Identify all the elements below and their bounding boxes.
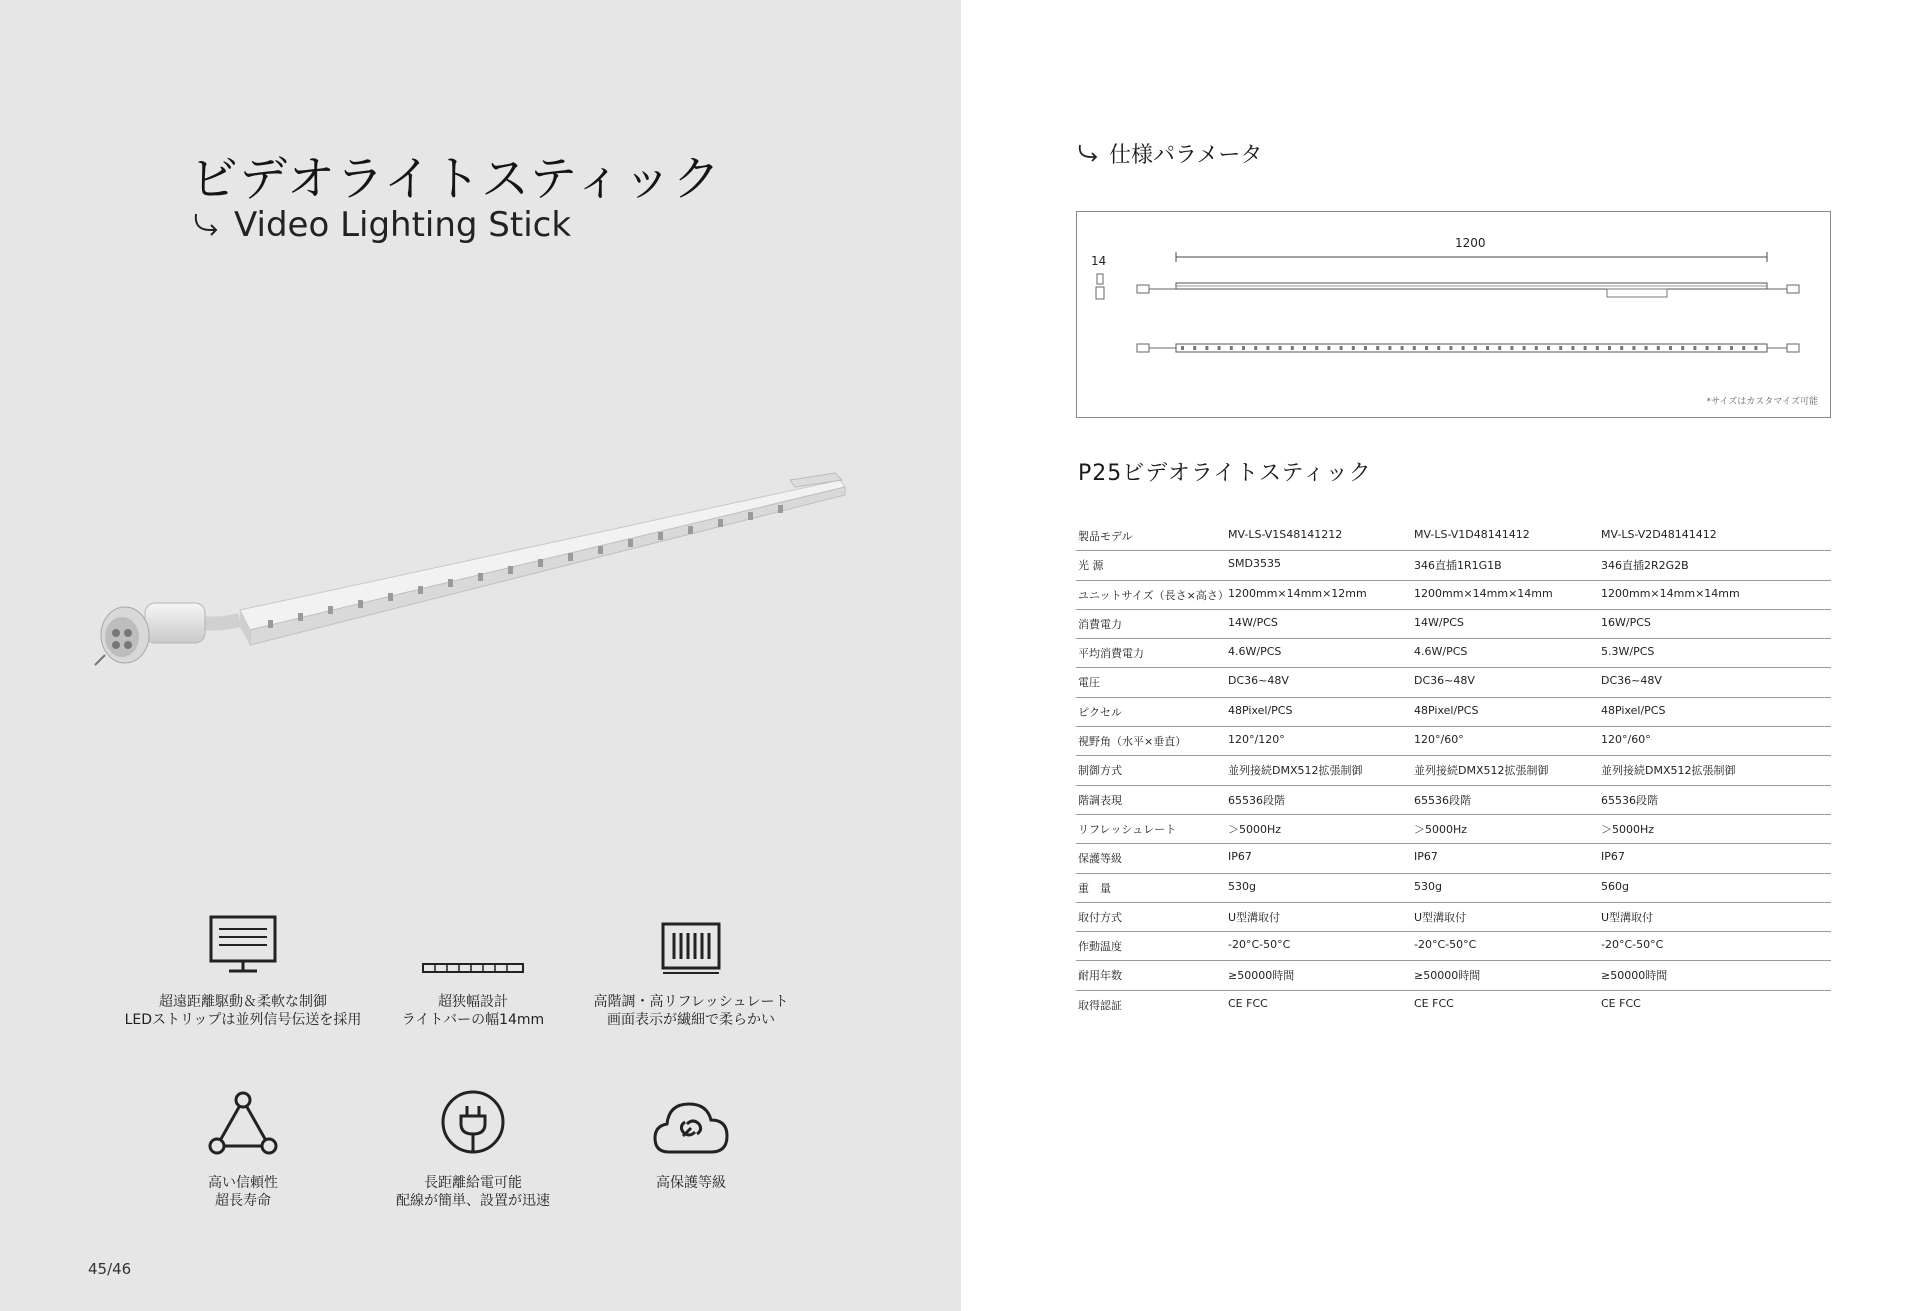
refresh-screen-icon [660, 921, 722, 975]
spec-value-cell: 65536段階 [1601, 793, 1658, 807]
table-row [1076, 581, 1831, 610]
diagram-pixel [1205, 346, 1208, 350]
feature-line2: ライトバーの幅14mm [401, 1012, 545, 1028]
spec-value-cell: ＞5000Hz [1414, 822, 1468, 836]
feature-line1: 超狭幅設計 [438, 994, 508, 1010]
spec-value-cell: 530g [1414, 879, 1442, 893]
page-number: 45/46 [88, 1260, 132, 1278]
feature-line1: 超遠距離駆動＆柔軟な制御 [159, 994, 327, 1010]
diagram-pixel [1657, 346, 1660, 350]
feature-monitor [123, 905, 363, 1029]
feature-line2: 超長寿命 [215, 1193, 271, 1209]
spec-label-cell: ピクセル [1078, 705, 1122, 719]
led-stick-product-image [90, 455, 850, 715]
diagram-pixel [1523, 346, 1526, 350]
feature-line1: 高階調・高リフレッシュレート [593, 994, 789, 1010]
table-row [1076, 991, 1831, 1020]
spec-value-cell: CE FCC [1601, 996, 1641, 1010]
spec-value-cell: 65536段階 [1228, 793, 1285, 807]
diagram-pixel [1547, 346, 1550, 350]
feature-narrow-bar [353, 905, 593, 1029]
triangle-network-icon [207, 1090, 279, 1156]
feature-line1: 高い信頼性 [208, 1175, 278, 1191]
spec-value-cell: -20°C-50°C [1601, 938, 1664, 952]
spec-label-cell: 視野角（水平×垂直） [1078, 735, 1187, 749]
spec-value-cell: CE FCC [1414, 996, 1454, 1010]
spec-value-cell: DC36~48V [1601, 674, 1662, 688]
diagram-pixel [1242, 346, 1245, 350]
table-row [1076, 522, 1831, 551]
spec-label-cell: 光 源 [1078, 559, 1104, 573]
page-subtitle-text: Video Lighting Stick [234, 205, 572, 245]
diagram-pixel [1327, 346, 1330, 350]
model-title: P25ビデオライトスティック [1078, 461, 1372, 486]
spec-value-cell: 120°/60° [1601, 733, 1651, 747]
spec-label-cell: リフレッシュレート [1078, 822, 1177, 836]
diagram-pixel [1425, 346, 1428, 350]
feature-line2: LEDストリップは並列信号伝送を採用 [124, 1012, 362, 1028]
table-row [1076, 756, 1831, 785]
spec-value-cell: 120°/60° [1414, 733, 1464, 747]
feature-protection [571, 1086, 811, 1192]
feature-power [353, 1086, 593, 1210]
spec-value-cell: -20°C-50°C [1414, 938, 1477, 952]
length-dimension-label: 1200 [1455, 236, 1486, 250]
spec-value-cell: U型溝取付 [1228, 910, 1281, 924]
diagram-pixel [1291, 346, 1294, 350]
spec-table [1076, 522, 1831, 1020]
diagram-pixel [1730, 346, 1733, 350]
diagram-pixel [1230, 346, 1233, 350]
diagram-pixel [1571, 346, 1574, 350]
spec-value-cell: ＞5000Hz [1228, 822, 1282, 836]
feature-line1: 長距離給電可能 [424, 1175, 522, 1191]
table-row [1076, 698, 1831, 727]
spec-value-cell: DC36~48V [1414, 674, 1475, 688]
diagram-pixel [1413, 346, 1416, 350]
diagram-pixel [1584, 346, 1587, 350]
spec-value-cell: ≥50000時間 [1228, 969, 1295, 983]
diagram-pixel [1669, 346, 1672, 350]
diagram-pixel [1620, 346, 1623, 350]
feature-line2: 配線が簡単、設置が迅速 [396, 1193, 550, 1209]
diagram-pixel [1315, 346, 1318, 350]
table-row [1076, 932, 1831, 961]
spec-value-cell: 並列接続DMX512拡張制御 [1228, 764, 1363, 778]
spec-value-cell: 14W/PCS [1414, 615, 1464, 629]
feature-reliability [123, 1086, 363, 1210]
diagram-pixel [1535, 346, 1538, 350]
table-row [1076, 844, 1831, 873]
diagram-pixel [1693, 346, 1696, 350]
spec-value-cell: DC36~48V [1228, 674, 1289, 688]
page-subtitle [190, 205, 571, 245]
table-row [1076, 639, 1831, 668]
diagram-pixel [1645, 346, 1648, 350]
page-title: ビデオライトスティック [190, 151, 722, 207]
diagram-pixel [1340, 346, 1343, 350]
spec-value-cell: 並列接続DMX512拡張制御 [1414, 764, 1549, 778]
diagram-pixel [1559, 346, 1562, 350]
diagram-pixel [1632, 346, 1635, 350]
spec-value-cell: SMD3535 [1228, 557, 1281, 571]
diagram-pixel [1401, 346, 1404, 350]
feature-line2: 画面表示が繊細で柔らかい [607, 1012, 775, 1028]
diagram-pixel [1681, 346, 1684, 350]
narrow-bar-icon [421, 961, 525, 975]
diagram-pixel [1388, 346, 1391, 350]
diagram-pixel [1474, 346, 1477, 350]
spec-value-cell: 560g [1601, 879, 1629, 893]
spec-value-cell: 1200mm×14mm×12mm [1228, 586, 1367, 600]
spec-value-cell: U型溝取付 [1601, 910, 1654, 924]
spec-value-cell: ≥50000時間 [1601, 969, 1668, 983]
section-title [1075, 138, 1262, 169]
spec-value-cell: 346直插2R2G2B [1601, 559, 1689, 573]
diagram-pixel [1266, 346, 1269, 350]
diagram-pixel [1279, 346, 1282, 350]
dimension-diagram [1076, 211, 1831, 418]
spec-label-cell: 取付方式 [1078, 910, 1122, 924]
diagram-pixel [1462, 346, 1465, 350]
curved-arrow-icon [190, 210, 220, 240]
diagram-pixel [1181, 346, 1184, 350]
spec-value-cell: MV-LS-V1S48141212 [1228, 528, 1343, 541]
diagram-pixel [1596, 346, 1599, 350]
diagram-pixel [1608, 346, 1611, 350]
spec-label-cell: 階調表現 [1078, 793, 1122, 807]
spec-value-cell: ≥50000時間 [1414, 969, 1481, 983]
spec-label-cell: 保護等級 [1078, 852, 1122, 866]
diagram-pixel [1376, 346, 1379, 350]
spec-value-cell: U型溝取付 [1414, 910, 1467, 924]
spec-value-cell: 並列接続DMX512拡張制御 [1601, 764, 1736, 778]
table-row [1076, 961, 1831, 990]
diagram-pixel [1742, 346, 1745, 350]
width-dimension-label: 14 [1091, 254, 1107, 268]
table-row [1076, 668, 1831, 697]
spec-value-cell: CE FCC [1228, 996, 1268, 1010]
spec-label-cell: 製品モデル [1078, 530, 1133, 543]
cloud-link-icon [651, 1098, 731, 1156]
section-title-text: 仕様パラメータ [1109, 143, 1263, 168]
feature-line1: 高保護等級 [656, 1175, 726, 1191]
spec-value-cell: 48Pixel/PCS [1601, 703, 1666, 717]
spec-value-cell: 65536段階 [1414, 793, 1471, 807]
spec-value-cell: 5.3W/PCS [1601, 645, 1655, 659]
table-row [1076, 727, 1831, 756]
spec-label-cell: 取得認証 [1078, 998, 1122, 1012]
diagram-pixel [1254, 346, 1257, 350]
spec-value-cell: 16W/PCS [1601, 615, 1651, 629]
spec-value-cell: 48Pixel/PCS [1228, 703, 1293, 717]
spec-value-cell: 14W/PCS [1228, 615, 1278, 629]
spec-value-cell: 1200mm×14mm×14mm [1414, 586, 1553, 600]
spec-value-cell: 4.6W/PCS [1228, 645, 1282, 659]
diagram-pixel [1498, 346, 1501, 350]
spec-label-cell: 電圧 [1078, 676, 1100, 690]
diagram-pixel [1754, 346, 1757, 350]
spec-label-cell: 重 量 [1078, 881, 1111, 895]
spec-value-cell: MV-LS-V1D48141412 [1414, 528, 1530, 541]
table-row [1076, 815, 1831, 844]
spec-value-cell: 346直插1R1G1B [1414, 559, 1502, 573]
diagram-pixel [1303, 346, 1306, 350]
diagram-pixel [1510, 346, 1513, 350]
power-plug-icon [439, 1088, 507, 1156]
spec-label-cell: 平均消費電力 [1078, 647, 1144, 661]
diagram-pixel [1706, 346, 1709, 350]
diagram-pixel [1437, 346, 1440, 350]
spec-label-cell: 制御方式 [1078, 764, 1122, 778]
spec-value-cell: 1200mm×14mm×14mm [1601, 586, 1740, 600]
diagram-pixel [1449, 346, 1452, 350]
diagram-pixel [1718, 346, 1721, 350]
spec-value-cell: MV-LS-V2D48141412 [1601, 528, 1717, 541]
spec-label-cell: 耐用年数 [1078, 969, 1122, 983]
spec-value-cell: IP67 [1601, 850, 1625, 864]
spec-value-cell: IP67 [1228, 850, 1252, 864]
curved-arrow-icon [1075, 142, 1099, 166]
table-row [1076, 874, 1831, 903]
spec-value-cell: 120°/120° [1228, 733, 1285, 747]
spec-value-cell: ＞5000Hz [1601, 822, 1655, 836]
diagram-pixel [1218, 346, 1221, 350]
customization-note: *サイズはカスタマイズ可能 [1706, 397, 1818, 407]
table-row [1076, 786, 1831, 815]
diagram-drawing [1077, 212, 1830, 417]
spec-value-cell: 530g [1228, 879, 1256, 893]
diagram-pixel [1364, 346, 1367, 350]
diagram-pixel [1193, 346, 1196, 350]
table-row [1076, 610, 1831, 639]
spec-label-cell: 作動温度 [1078, 940, 1122, 954]
spec-value-cell: -20°C-50°C [1228, 938, 1291, 952]
feature-refresh [571, 905, 811, 1029]
spec-value-cell: 4.6W/PCS [1414, 645, 1468, 659]
table-row [1076, 551, 1831, 580]
spec-value-cell: IP67 [1414, 850, 1438, 864]
spec-value-cell: 48Pixel/PCS [1414, 703, 1479, 717]
table-row [1076, 903, 1831, 932]
diagram-pixel [1486, 346, 1489, 350]
monitor-icon [207, 913, 279, 975]
spec-label-cell: ユニットサイズ（長さ×高さ） [1078, 588, 1229, 602]
spec-label-cell: 消費電力 [1078, 617, 1122, 631]
diagram-pixel [1352, 346, 1355, 350]
